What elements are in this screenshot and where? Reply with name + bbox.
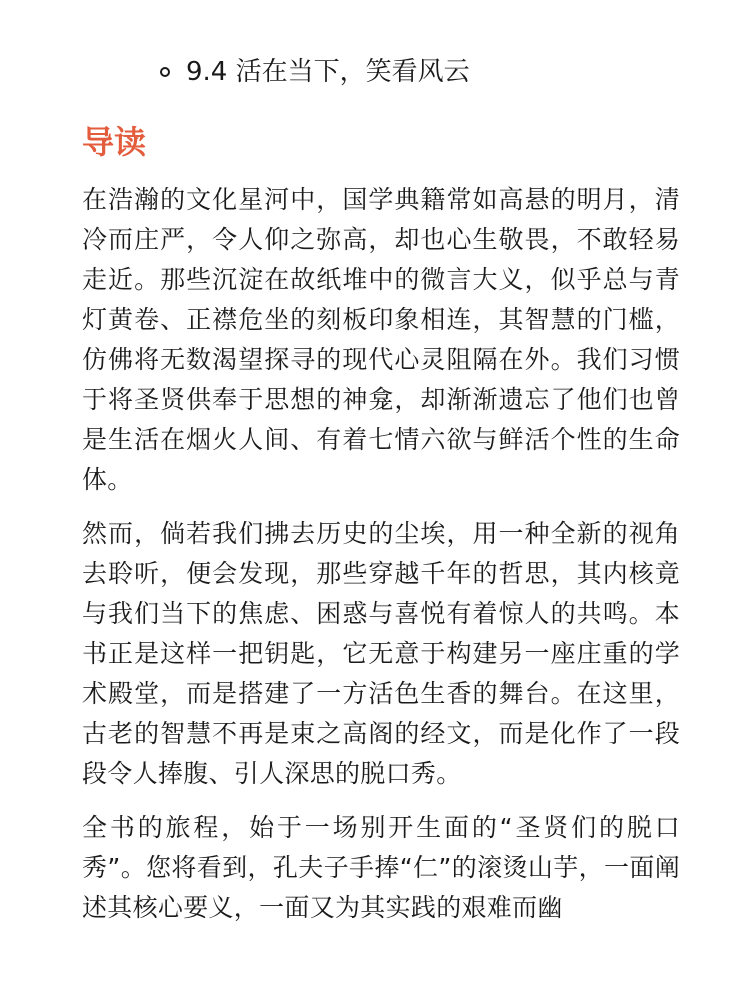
hollow-bullet-icon [160,67,170,77]
paragraph: 全书的旅程，始于一场别开生面的“圣贤们的脱口秀”。您将看到，孔夫子手捧“仁”的滚烫山芋，一面阐述其核心要义，一面又为其实践的艰难而幽 [82,813,680,922]
toc-item-9-4[interactable] [160,52,470,92]
paragraph: 在浩瀚的文化星河中，国学典籍常如高悬的明月，清冷而庄严，令人仰之弥高，却也心生敬畏，不敢轻易走近。那些沉淀在故纸堆中的微言大义，似乎总与青灯黄卷、正襟危坐的刻板印象相连，其智慧的门槛，仿佛将无数渴望探寻的现代心灵阻隔在外。我们习惯于将圣贤供奉于思想的神龛，却渐渐遗忘了他们也曾是生活在烟火人间、有着七情六欲与鲜活个性的生命体。 [82,185,680,494]
paragraph: 然而，倘若我们拂去历史的尘埃，用一种全新的视角去聆听，便会发现，那些穿越千年的哲思，其内核竟与我们当下的焦虑、困惑与喜悦有着惊人的共鸣。本书正是这样一把钥匙，它无意于构建另一座庄重的学术殿堂，而是搭建了一方活色生香的舞台。在这里，古老的智慧不再是束之高阁的经文，而是化作了一段段令人捧腹、引人深思的脱口秀。 [82,519,680,788]
article-body [82,180,680,942]
toc-item-label: 9.4 活在当下，笑看风云 [186,57,470,87]
section-title: 导读 [82,123,147,161]
